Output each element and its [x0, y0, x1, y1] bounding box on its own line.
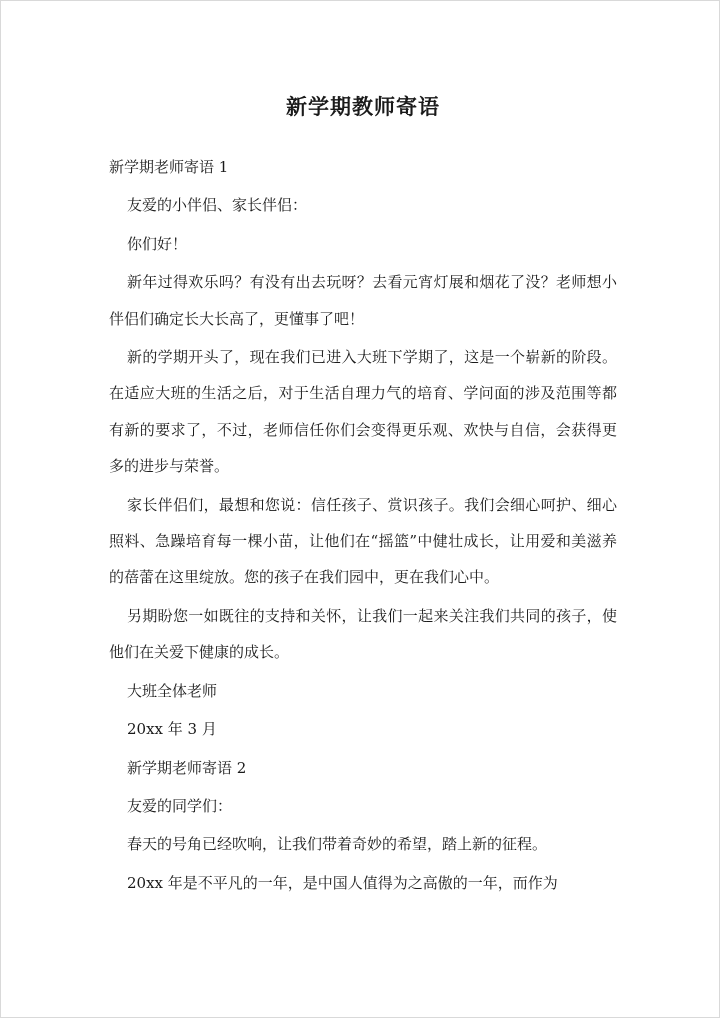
paragraph: 新年过得欢乐吗？有没有出去玩呀？去看元宵灯展和烟花了没？老师想小伴侣们确定长大长高了，更懂事了吧！ [109, 273, 617, 328]
paragraph: 新的学期开头了，现在我们已进入大班下学期了，这是一个崭新的阶段。在适应大班的生活之后，对于生活自理力气的培育、学问面的涉及范围等都有新的要求了，不过，老师信任你们会变得更乐观、欢快与自信，会获得更多的进步与荣誉。 [109, 348, 617, 476]
salutation: 你们好！ [127, 234, 188, 253]
greeting: 友爱的同学们： [127, 796, 233, 815]
section-heading-2: 新学期老师寄语 2 [127, 758, 247, 777]
paragraph: 家长伴侣们，最想和您说：信任孩子、赏识孩子。我们会细心呵护、细心照料、急躁培育每一棵小苗，让他们在“摇篮”中健壮成长，让用爱和美滋养的蓓蕾在这里绽放。您的孩子在我们园中，更在我们心中。 [109, 495, 617, 587]
paragraph: 另期盼您一如既往的支持和关怀，让我们一起来关注我们共同的孩子，使他们在关爱下健康的成长。 [109, 606, 617, 662]
signature: 大班全体老师 [127, 681, 218, 700]
section-heading-1: 新学期老师寄语 1 [109, 158, 229, 176]
greeting: 友爱的小伴侣、家长伴侣： [127, 196, 308, 215]
paragraph: 春天的号角已经吹响，让我们带着奇妙的希望，踏上新的征程。 [127, 835, 548, 854]
paragraph: 20xx 年是不平凡的一年，是中国人值得为之高傲的一年，而作为 [127, 873, 558, 892]
document-title: 新学期教师寄语 [286, 94, 440, 119]
document-body [109, 89, 617, 903]
date: 20xx 年 3 月 [127, 720, 217, 739]
